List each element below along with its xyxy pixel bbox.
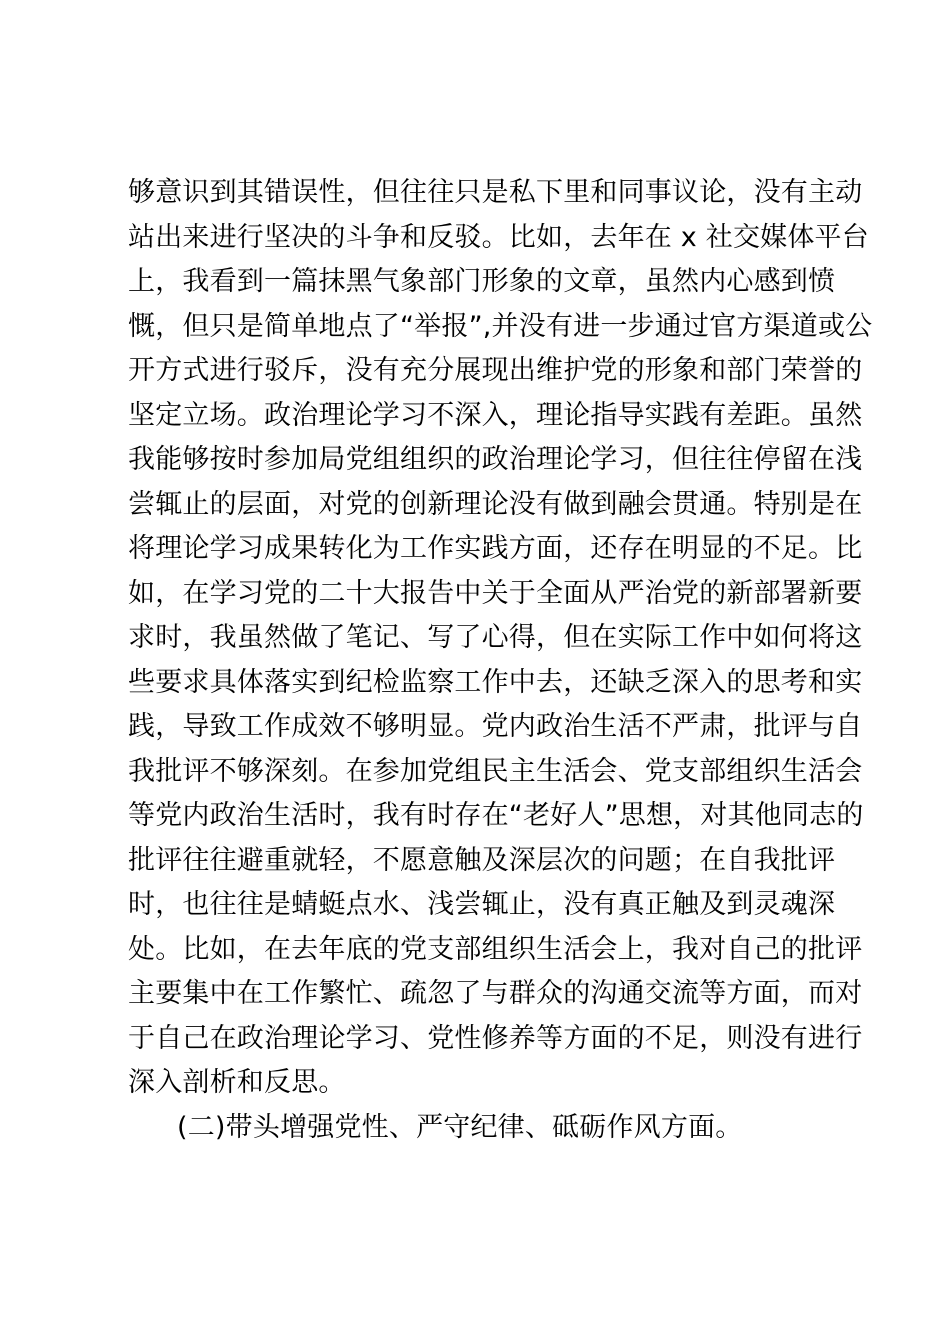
text-line: 上，我看到一篇抹黑气象部门形象的文章，虽然内心感到愤	[128, 266, 836, 297]
text-line: 深入剖析和反思。	[128, 1067, 346, 1098]
text-line: 尝辄止的层面，对党的创新理论没有做到融会贯通。特别是在	[128, 488, 863, 520]
section-heading: (二)带头增强党性、严守纪律、砥砺作风方面。	[177, 1111, 743, 1143]
text-line: 坚定立场。政治理论学习不深入，理论指导实践有差距。虽然	[128, 399, 863, 431]
text-line: 时，也往往是蜻蜓点水、浅尝辄止，没有真正触及到灵魂深	[128, 889, 836, 920]
text-line: 站出来进行坚决的斗争和反驳。比如，去年在 x 社交媒体平台	[128, 221, 869, 253]
text-line: 慨，但只是简单地点了“举报”,并没有进一步通过官方渠道或公	[128, 310, 873, 342]
body-text	[128, 171, 873, 1150]
text-line: 我批评不够深刻。在参加党组民主生活会、党支部组织生活会	[128, 755, 863, 787]
text-line: 开方式进行驳斥，没有充分展现出维护党的形象和部门荣誉的	[128, 355, 863, 386]
text-line: 我能够按时参加局党组组织的政治理论学习，但往往停留在浅	[128, 444, 863, 475]
text-line: 等党内政治生活时，我有时存在“老好人”思想，对其他同志的	[128, 800, 864, 831]
text-line: 如，在学习党的二十大报告中关于全面从严治党的新部署新要	[128, 577, 863, 609]
text-line: 批评往往避重就轻，不愿意触及深层次的问题；在自我批评	[128, 844, 836, 876]
text-line: 够意识到其错误性，但往往只是私下里和同事议论，没有主动	[128, 177, 863, 208]
text-line: 主要集中在工作繁忙、疏忽了与群众的沟通交流等方面，而对	[128, 978, 863, 1009]
text-line: 些要求具体落实到纪检监察工作中去，还缺乏深入的思考和实	[128, 666, 863, 698]
text-line: 践，导致工作成效不够明显。党内政治生活不严肃，批评与自	[128, 711, 863, 742]
text-line: 于自己在政治理论学习、党性修养等方面的不足，则没有进行	[128, 1022, 863, 1054]
text-line: 求时，我虽然做了笔记、写了心得，但在实际工作中如何将这	[128, 622, 863, 653]
text-line: 将理论学习成果转化为工作实践方面，还存在明显的不足。比	[128, 533, 863, 564]
text-line: 处。比如，在去年底的党支部组织生活会上，我对自己的批评	[128, 933, 863, 965]
